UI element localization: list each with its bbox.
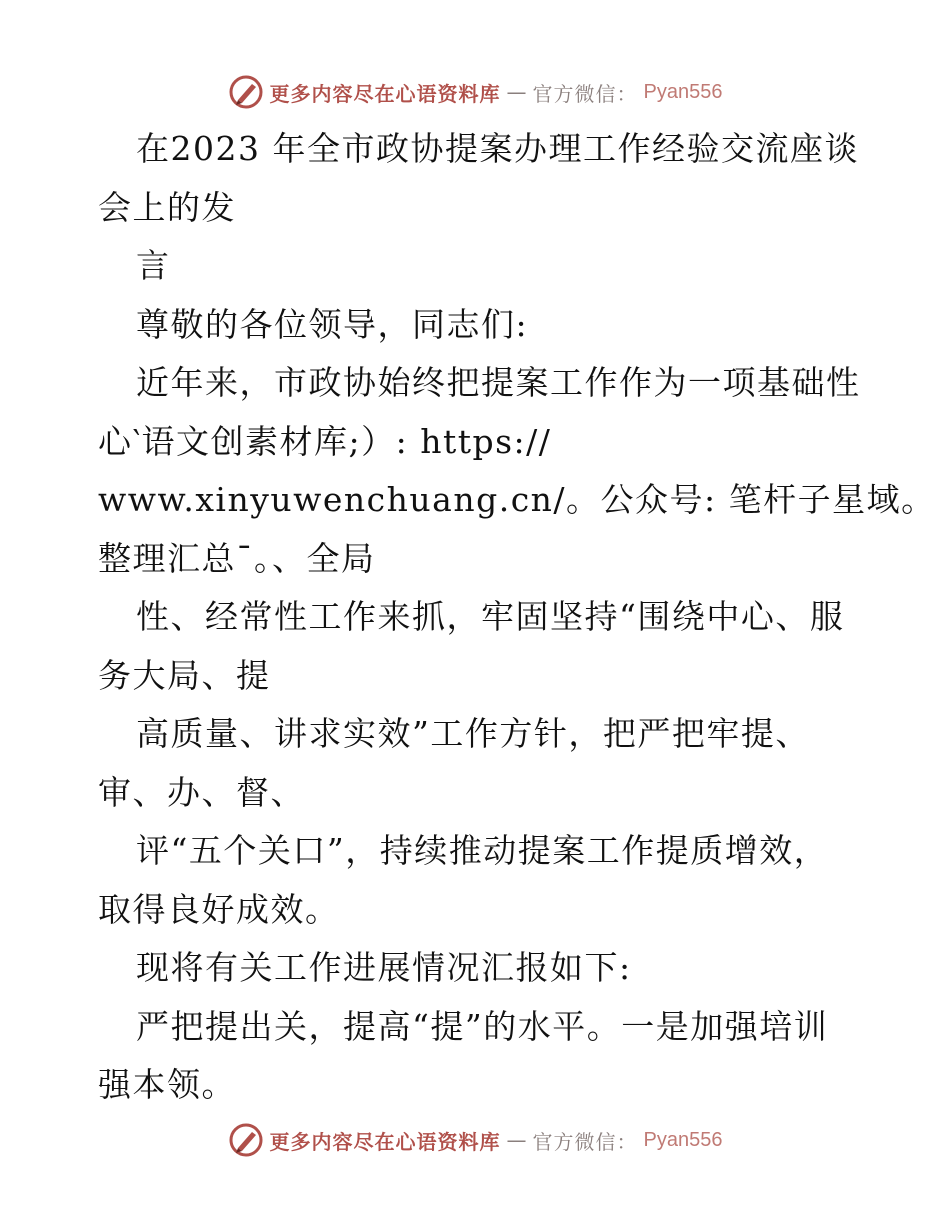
document-body (98, 120, 936, 1115)
salutation: 尊敬的各位领导，同志们: (136, 304, 529, 344)
pen-circle-logo-icon (228, 1122, 264, 1158)
paragraph-line: 评“五个关口”，持续推动提案工作提质增效， (136, 831, 829, 870)
paragraph-line: 务大局、提 (98, 655, 271, 695)
title-line-1: 在2023 年全市政协提案办理工作经验交流座谈 (136, 129, 859, 168)
footer-contact-id: Pyan556 (643, 1128, 723, 1151)
title-line-3: 言 (136, 246, 171, 285)
paragraph-line: 性、经常性工作来抓，牢固坚持“围绕中心、服 (136, 597, 845, 636)
paragraph-line: 审、办、督、 (98, 772, 305, 812)
header-contact-id: Pyan556 (643, 80, 723, 103)
header-banner (0, 70, 950, 114)
paragraph-line: www.xinyuwenchuang.cn/。公众号: 笔杆子星域。 (98, 480, 936, 519)
title-line-2: 会上的发 (98, 187, 236, 227)
paragraph-line: 强本领。 (98, 1065, 236, 1104)
header-dash: — (506, 80, 527, 104)
footer-brand-text: 更多内容尽在心语资料库 (269, 1129, 501, 1154)
paragraph-line: 高质量、讲求实效”工作方针，把严把牢提、 (136, 714, 810, 753)
footer-contact-label: 官方微信： (532, 1129, 638, 1154)
paragraph-line: 近年来，市政协始终把提案工作作为一项基础性 (136, 363, 861, 402)
paragraph-line: 心‵语文创素材库;）: https:// (98, 421, 552, 461)
header-brand-text: 更多内容尽在心语资料库 (269, 81, 501, 106)
pen-circle-logo-icon (228, 74, 264, 110)
footer-banner (0, 1118, 950, 1162)
paragraph-line: 取得良好成效。 (98, 889, 340, 929)
paragraph-line: 现将有关工作进展情况汇报如下: (136, 948, 632, 987)
paragraph-line: 严把提出关，提高“提”的水平。一是加强培训 (136, 1006, 829, 1046)
footer-dash: — (506, 1128, 527, 1152)
header-contact-label: 官方微信： (532, 81, 638, 106)
paragraph-line: 整理汇总¯。、全局 (98, 538, 376, 578)
